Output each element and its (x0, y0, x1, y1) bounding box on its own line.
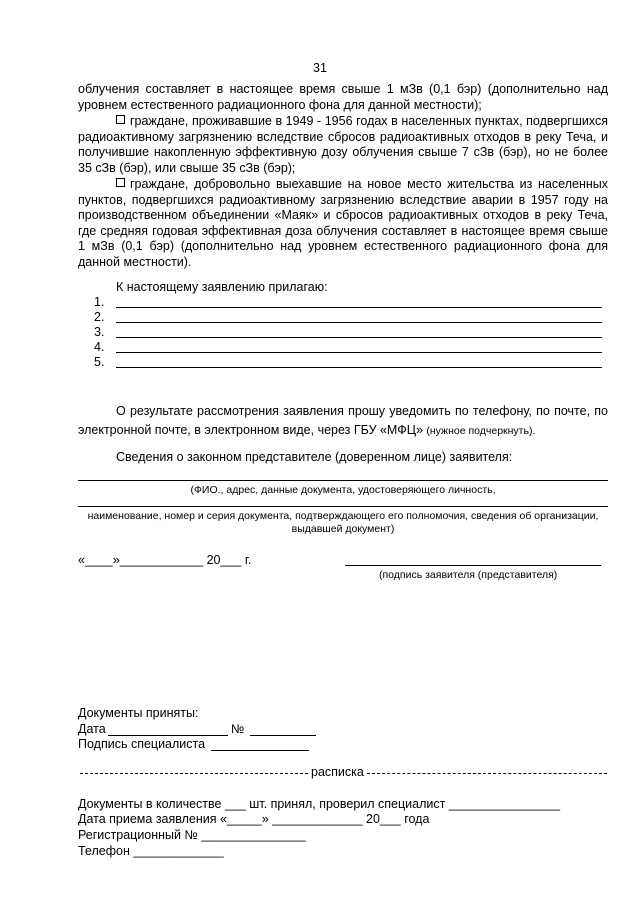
specialist-label: Подпись специалиста (78, 737, 206, 751)
representative-caption-2 (78, 510, 608, 536)
checkbox-icon (116, 115, 125, 124)
attachment-line-2[interactable] (116, 322, 602, 323)
receipt-dash-right (367, 773, 607, 774)
receipt-line-date: Дата приема заявления «_____» _____________ 20___ года (78, 812, 430, 826)
page-number: 31 (313, 61, 327, 75)
receipt-line-count: Документы в количестве ___ шт. принял, проверил специалист ________________ (78, 797, 561, 811)
accepted-date-label: Дата (78, 722, 106, 736)
notification-text: О результате рассмотрения заявления прошу уведомить по телефону, по почте, по электронной почте, в электронном виде, через ГБУ «МФЦ» (78, 404, 608, 437)
receipt-line-phone: Телефон _____________ (78, 844, 224, 858)
notification-note: (нужное подчеркнуть). (426, 425, 536, 437)
paragraph-mayak-relocated (78, 177, 608, 271)
specialist-line[interactable] (211, 750, 309, 751)
paragraph-radiation-dose (78, 82, 608, 113)
caption-line: выдавшей документ) (291, 523, 395, 535)
notification-paragraph (78, 402, 608, 441)
paragraph-text: граждане, проживавшие в 1949 - 1956 годах в населенных пунктах, подвергшихся радиоактивному загрязнению вследствие сбросов радиоактивных отходов в реку Теча, и получившие накопленную эффективную дозу облучения свыше 7 сЗв (бэр), но не более 35 сЗв (бэр), или свыше 35 сЗв (бэр); (78, 114, 608, 175)
attachment-line-3[interactable] (116, 337, 602, 338)
paragraph-techa-1949 (78, 114, 608, 176)
attachment-line-5[interactable] (116, 367, 602, 368)
attachment-number: 1. (94, 295, 105, 309)
receipt-dash-left (80, 773, 308, 774)
accepted-date-line[interactable] (108, 735, 228, 736)
receipt-line-registration: Регистрационный № _______________ (78, 828, 306, 842)
attachment-line-1[interactable] (116, 307, 602, 308)
paragraph-text: облучения составляет в настоящее время свыше 1 мЗв (0,1 бэр) (дополнительно над уровнем естественного радиационного фона для данной местности); (78, 82, 608, 112)
signature-caption: (подпись заявителя (представителя) (379, 569, 558, 581)
paragraph-text: граждане, добровольно выехавшие на новое место жительства из населенных пунктов, подвергшихся радиоактивному загрязнению вследствие аварии в 1957 году на производственном объединении «Маяк» и сбросов радиоактивных отходов в реку Теча, где средняя годовая эффективная доза облучения составляет в настоящее время свыше 1 мЗв (0,1 бэр) (дополнительно над уровнем естественного радиационного фона для данной местности). (78, 177, 608, 269)
accepted-title: Документы приняты: (78, 706, 199, 720)
attachment-number: 5. (94, 355, 105, 369)
representative-caption-1: (ФИО., адрес, данные документа, удостоверяющего личность, (190, 484, 496, 496)
attachment-number: 2. (94, 310, 105, 324)
representative-line-2[interactable] (78, 506, 608, 507)
representative-heading: Сведения о законном представителе (доверенном лице) заявителя: (116, 450, 513, 464)
checkbox-icon (116, 178, 125, 187)
representative-line-1[interactable] (78, 480, 608, 481)
attachments-heading: К настоящему заявлению прилагаю: (116, 280, 328, 294)
date-field[interactable]: «____»____________ 20___ г. (78, 553, 252, 567)
attachment-line-4[interactable] (116, 352, 602, 353)
attachment-number: 3. (94, 325, 105, 339)
accepted-number-label: № (231, 722, 245, 736)
signature-line[interactable] (345, 565, 601, 566)
caption-line: наименование, номер и серия документа, подтверждающего его полномочия, сведения об организации, (87, 510, 599, 522)
accepted-number-line[interactable] (250, 735, 316, 736)
receipt-label: расписка (311, 765, 364, 779)
attachment-number: 4. (94, 340, 105, 354)
